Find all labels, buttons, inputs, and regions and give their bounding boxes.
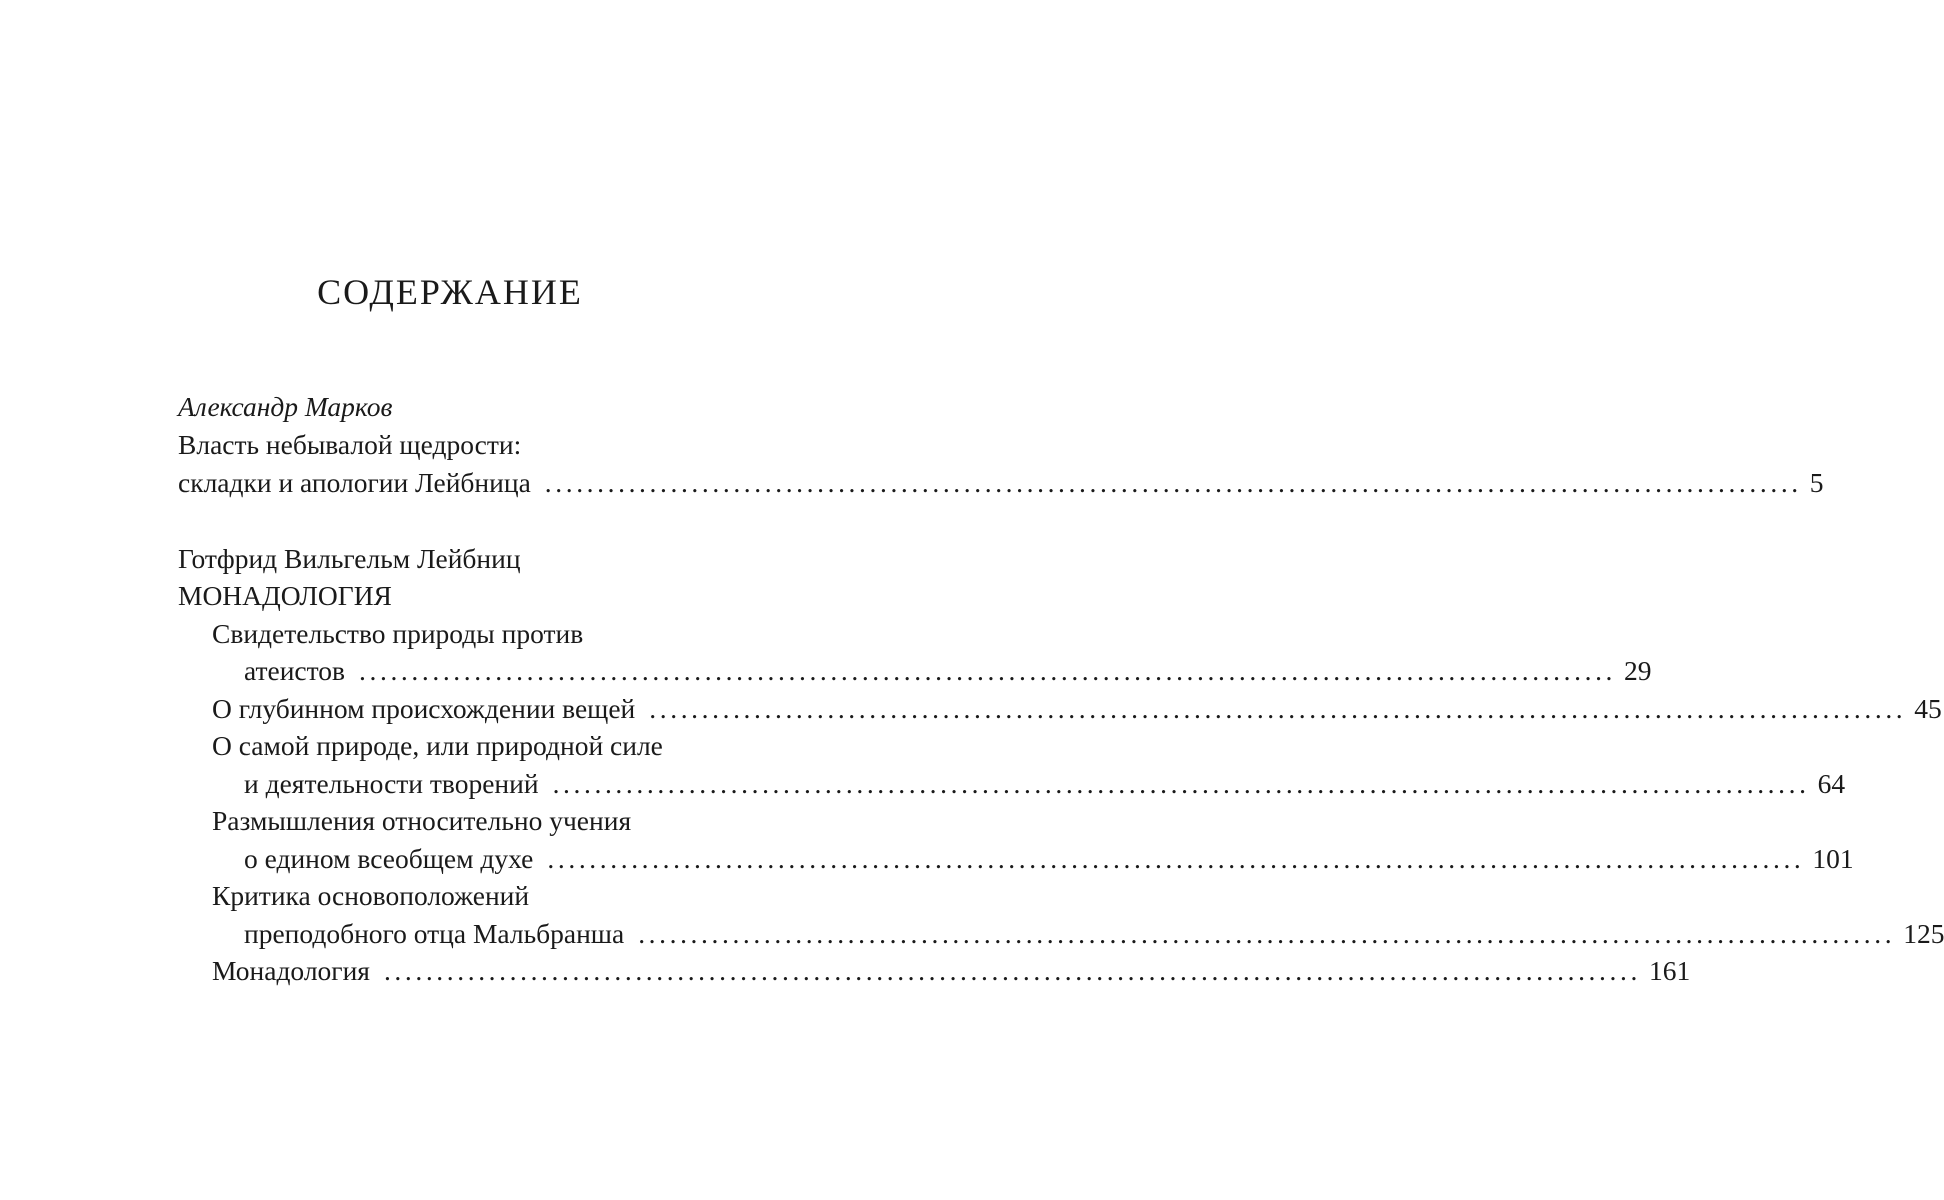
section1-title-line1: Власть небывалой щедрости: (178, 429, 522, 460)
dot-leader: ........................................................................................................................ (649, 693, 1907, 724)
toc-entry-title: преподобного отца Мальбранша (244, 918, 625, 949)
dot-leader: ........................................................................................................................ (383, 955, 1641, 986)
section2-author: Готфрид Вильгельм Лейбниц (178, 543, 521, 574)
toc-page-number: 45 (1914, 693, 1942, 724)
toc-entry-title: складки и апологии Лейбница (178, 467, 531, 498)
toc-entry (244, 765, 1846, 803)
toc-entry-title: о едином всеобщем духе (244, 843, 534, 874)
dot-leader: ........................................................................................................................ (552, 768, 1810, 799)
toc-entry-title: О глубинном происхождении вещей (212, 693, 636, 724)
toc-entry-line1: Размышления относительно учения (212, 805, 632, 836)
toc-entry (244, 652, 1652, 690)
toc-entry (212, 690, 1942, 728)
dot-leader: ........................................................................................................................ (544, 467, 1802, 498)
toc-entry (244, 840, 1854, 878)
toc-page-number: 125 (1903, 918, 1944, 949)
toc-page-number: 29 (1624, 655, 1652, 686)
toc-entry (244, 915, 1944, 953)
toc-page-number: 64 (1817, 768, 1846, 799)
toc-entry-line1: Свидетельство природы против (212, 618, 584, 649)
toc-page-number: 101 (1812, 843, 1854, 874)
toc-page-number: 161 (1648, 955, 1691, 986)
toc-entry-title: атеистов (244, 655, 346, 686)
toc-entry-title: и деятельности творений (244, 768, 539, 799)
section2-title: МОНАДОЛОГИЯ (178, 580, 392, 611)
dot-leader: ........................................................................................................................ (547, 843, 1805, 874)
toc-entry-section1 (178, 464, 1824, 502)
section1-author: Александр Марков (178, 391, 393, 422)
toc-entry-title: Монадология (212, 955, 370, 986)
dot-leader: ........................................................................................................................ (359, 655, 1617, 686)
toc-entry-line1: О самой природе, или природной силе (212, 730, 663, 761)
page-title: СОДЕРЖАНИЕ (317, 272, 583, 312)
toc-entry (212, 952, 1691, 990)
toc-entry-line1: Критика основоположений (212, 880, 530, 911)
toc-page-number: 5 (1809, 467, 1824, 498)
dot-leader: ........................................................................................................................ (638, 918, 1896, 949)
